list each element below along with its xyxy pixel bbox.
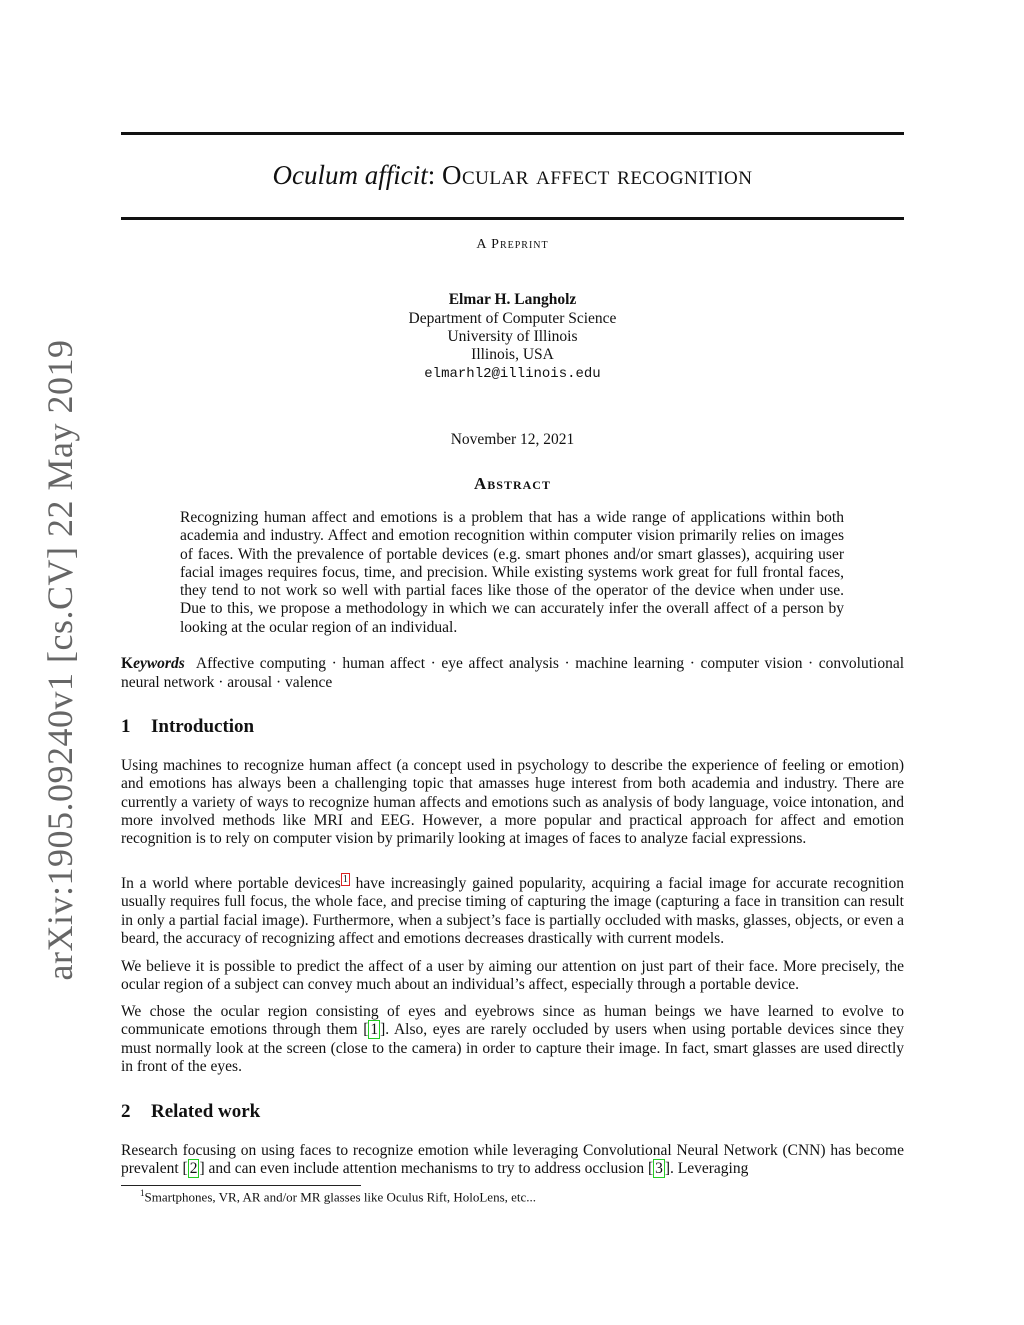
title-rule-bottom bbox=[121, 217, 904, 220]
section-heading-introduction bbox=[121, 716, 254, 738]
title-small-caps: Ocular affect recognition bbox=[442, 160, 753, 190]
footnote-link[interactable]: 1 bbox=[342, 873, 348, 885]
author-location: Illinois, USA bbox=[471, 346, 554, 363]
section-number: 2 bbox=[121, 1101, 131, 1122]
keywords-label: Keywords bbox=[121, 655, 185, 672]
author-email[interactable]: elmarhl2@illinois.edu bbox=[424, 366, 601, 382]
section-title: Introduction bbox=[151, 716, 255, 737]
intro-paragraph-2: In a world where portable devices $^1$ have increasingly gained popularity, acquiring a facial image for accurate recognition usually requires full focus, the whole face, and precise timing of capturing the image (capturing a face in transition can result in only a partial facial image). Furthermore, when a subject’s face is partially occluded with masks, glasses, objects, or even a beard, the accuracy of recognizing affect and emotions decreases drastically with current models. bbox=[121, 873, 904, 947]
intro-paragraph-4: We chose the ocular region consisting of eyes and eyebrows since as human beings we have learned to evolve to communicate emotions through them [ 1 ]. Also, eyes are rarely occluded by users when using portable devices since they must normally look at the screen (close to the camera) in order to capture their image. In fact, smart glasses are used directly in front of the eyes. bbox=[121, 1003, 904, 1075]
title-italic: Oculum afficit bbox=[272, 160, 428, 190]
footnote-text: Smartphones, VR, AR and/or MR glasses like Oculus Rift, HoloLens, etc... bbox=[144, 1189, 537, 1205]
section-number: 1 bbox=[121, 716, 131, 737]
footnote-divider bbox=[121, 1185, 361, 1186]
author-department: Department of Computer Science bbox=[408, 310, 617, 327]
title-rule-top bbox=[121, 132, 904, 135]
author-name: Elmar H. Langholz bbox=[448, 291, 577, 308]
paper-title bbox=[121, 158, 904, 192]
preprint-label: A Preprint bbox=[476, 237, 549, 252]
arxiv-stamp: arXiv:1905.09240v1 [cs.CV] 22 May 2019 bbox=[40, 339, 80, 981]
related-work-paragraph-1: Research focusing on using faces to recognize emotion while leveraging Convolutional Neural Network (CNN) has become prevalent [ 2 ] and can even include attention mechanisms to try to address occlusion [ 3 ]. Leveraging bbox=[121, 1142, 904, 1178]
title-separator: : bbox=[427, 160, 443, 190]
keywords-text: Affective computing · human affect · eye affect analysis · machine learning · computer vision · convolutional neural network · arousal · valence bbox=[121, 655, 905, 691]
citation-link[interactable]: 3 bbox=[655, 1160, 663, 1178]
citation-link[interactable]: 1 bbox=[370, 1021, 379, 1039]
keywords bbox=[121, 654, 904, 692]
section-title: Related work bbox=[151, 1101, 261, 1122]
footnote bbox=[140, 1188, 536, 1205]
intro-paragraph-1: Using machines to recognize human affect (a concept used in psychology to describe the experience of feeling or emotion) and emotions has always been a challenging topic that amasses huge interest from both academia and industry. There are currently a variety of ways to recognize human affects and emotions such as analysis of body language, voice intonation, and more involved methods like MRI and EEG. However, a more popular and practical approach for affect and emotion recognition is to rely on computer vision by primarily looking at images of faces to analyze facial expressions. bbox=[121, 757, 904, 848]
citation-link[interactable]: 2 bbox=[189, 1160, 198, 1178]
intro-paragraph-3: We believe it is possible to predict the affect of a user by aiming our attention on just part of their face. More precisely, the ocular region of a subject can convey much about an individual’s affect, especially through a portable device. bbox=[121, 958, 904, 994]
abstract-text: Recognizing human affect and emotions is a problem that has a wide range of applications within both academia and industry. Affect and emotion recognition within computer vision primarily relies on images of faces. With the prevalence of portable devices (e.g. smart phones and/or smart glasses), acquiring user facial images requires focus, time, and precision. While existing systems work great for full frontal faces, they tend to not work so well with partial faces like those of the operator of the device when under use. Due to this, we propose a methodology in which we can accurately infer the overall affect of a person by looking at the ocular region of an individual. bbox=[180, 509, 844, 636]
paper-date: November 12, 2021 bbox=[450, 431, 575, 448]
section-heading-related-work bbox=[121, 1101, 260, 1123]
footnote-marker: 1 bbox=[140, 1188, 145, 1198]
author-university: University of Illinois bbox=[447, 328, 578, 345]
abstract-heading: Abstract bbox=[474, 474, 551, 493]
